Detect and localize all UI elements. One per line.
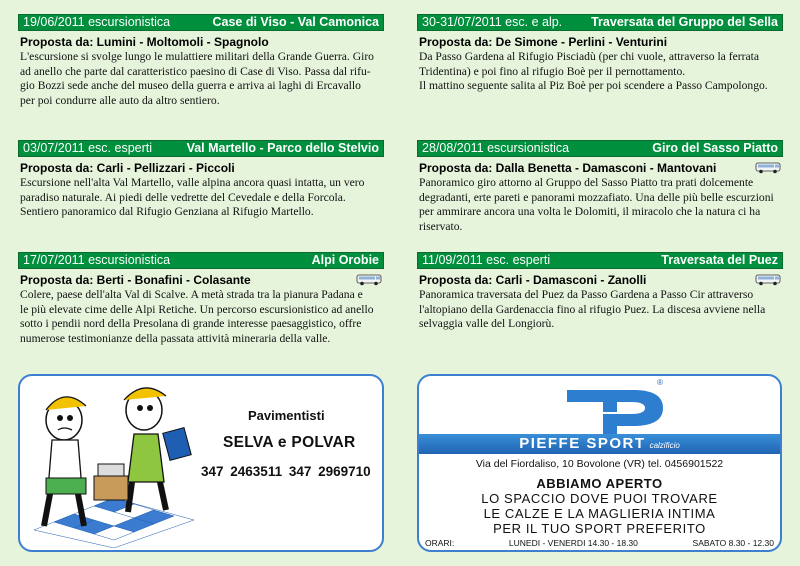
desc-line: ad anello che parte dal caratteristico paesino di Case di Viso. Passa dal rifu- (20, 64, 371, 78)
desc-line: l'altopiano della Gardenaccia fino al rifugio Puez. La discesa avviene nella (419, 302, 766, 316)
card-proposers-row (419, 160, 783, 176)
announcement-line: LE CALZE E LA MAGLIERIA INTIMA (483, 506, 716, 521)
bus-icon (755, 162, 781, 174)
desc-line: degradanti, erte pareti e panorami mozzafiato. Una delle più belle escurzioni (419, 190, 774, 204)
ad-tagline: Pavimentisti (248, 408, 325, 423)
card-proposers-row (419, 272, 783, 288)
desc-line: per ammirare ancora una volta le Dolomiti, il miracolo che la natura ci ha (419, 205, 761, 218)
bus-icon (755, 274, 781, 286)
desc-line: L'escursione si svolge lungo le mulattiere militari della Grande Guerra. Giro (20, 50, 374, 63)
excursion-card (417, 140, 783, 234)
brand-subtitle: calzificio (649, 441, 680, 450)
card-date: 17/07/2011 escursionistica (23, 253, 171, 267)
desc-line: gio Bozzi sede anche del museo della guerra e arriva ai laghi di Ercavallo (20, 79, 361, 92)
desc-line: paradiso naturale. Ai piedi delle vedrette del Cevedale e della Forcola. (20, 190, 346, 204)
hours-saturday: SABATO 8.30 - 12.30 (692, 538, 774, 548)
card-place: Traversata del Gruppo del Sella (591, 15, 778, 29)
ad-company-name: SELVA e POLVAR (223, 434, 356, 451)
desc-line: Tridentina) e poi fino al rifugio Boè per il pernottamento. (419, 64, 686, 78)
card-date: 03/07/2011 esc. esperti (23, 141, 153, 155)
brand-band (419, 434, 780, 454)
card-proposers: Proposta da: De Simone - Perlini - Venturini (419, 35, 668, 49)
shop-address: Via del Fiordaliso, 10 Bovolone (VR) tel. 0456901522 (475, 458, 724, 470)
registered-mark: ® (657, 378, 663, 387)
card-proposers-row (419, 34, 783, 50)
desc-line: Panoramica traversata del Puez da Passo Gardena a Passo Cir attraverso (419, 288, 754, 301)
desc-line: selvaggia valle del Longiorù. (419, 317, 555, 330)
desc-line: Escursione nell'alta Val Martello, valle alpina ancora quasi intatta, un vero (20, 176, 365, 189)
card-header (18, 140, 384, 157)
card-description (419, 50, 783, 94)
card-proposers-row (20, 34, 384, 50)
card-proposers: Proposta da: Berti - Bonafini - Colasante (20, 273, 251, 287)
brand-name: PIEFFE SPORT (519, 435, 646, 452)
desc-line: le più elevate cime delle Alpi Retiche. Un percorso escursionistico ad anello (20, 302, 374, 316)
card-date: 28/08/2011 escursionistica (422, 141, 570, 155)
card-place: Val Martello - Parco dello Stelvio (186, 141, 379, 155)
card-place: Traversata del Puez (661, 253, 778, 267)
announcement-title: ABBIAMO APERTO (536, 476, 663, 491)
card-date: 19/06/2011 escursionistica (23, 15, 171, 29)
announcement-line: LO SPACCIO DOVE PUOI TROVARE (481, 491, 718, 506)
card-header (18, 252, 384, 269)
card-proposers: Proposta da: Dalla Benetta - Damasconi - Mantovani (419, 161, 717, 175)
card-header (417, 14, 783, 31)
card-header (417, 140, 783, 157)
card-description (419, 288, 783, 332)
excursion-card (18, 14, 384, 108)
card-header (18, 14, 384, 31)
card-place: Case di Viso - Val Camonica (212, 15, 379, 29)
desc-line: riservato. (419, 219, 463, 233)
card-place: Giro del Sasso Piatto (652, 141, 778, 155)
ad-flooring (18, 374, 384, 552)
hours-label: ORARI: (425, 538, 455, 548)
card-proposers: Proposta da: Lumini - Moltomoli - Spagnolo (20, 35, 269, 49)
pieffe-logo-icon (559, 380, 669, 436)
workers-cartoon-icon (24, 380, 196, 548)
card-date: 11/09/2011 esc. esperti (422, 253, 551, 267)
card-description (20, 176, 384, 220)
card-header (417, 252, 783, 269)
card-description (20, 50, 384, 108)
bus-icon (356, 274, 382, 286)
card-place: Alpi Orobie (311, 253, 379, 267)
ad-phone-numbers: 347 2463511 347 2969710 (201, 464, 371, 479)
desc-line: per poi condurre alle auto da altro sentiero. (20, 93, 220, 107)
excursion-card (417, 14, 783, 94)
desc-line: Sentiero panoramico dal Rifugio Genziana al Rifugio Martello. (20, 205, 314, 218)
desc-line: sotto i pendii nord della Presolana di grande interesse paesaggistico, offre (20, 317, 362, 330)
excursion-card (417, 252, 783, 332)
card-proposers: Proposta da: Carli - Damasconi - Zanolli (419, 273, 647, 287)
announcement-line: PER IL TUO SPORT PREFERITO (493, 521, 706, 536)
desc-line: Il mattino seguente salita al Piz Boè per poi scendere a Passo Campolongo. (419, 79, 768, 92)
excursion-card (18, 252, 384, 346)
card-description (20, 288, 384, 346)
ad-pieffe-sport (417, 374, 782, 552)
desc-line: Panoramico giro attorno al Gruppo del Sasso Piatto tra prati dolcemente (419, 176, 754, 189)
hours-weekday: LUNEDI - VENERDI 14.30 - 18.30 (508, 538, 638, 548)
card-proposers-row (20, 160, 384, 176)
desc-line: Colere, paese dell'alta Val di Scalve. A metà strada tra la pianura Padana e (20, 288, 363, 301)
card-date: 30-31/07/2011 esc. e alp. (422, 15, 563, 29)
card-proposers: Proposta da: Carli - Pellizzari - Piccoli (20, 161, 235, 175)
desc-line: Da Passo Gardena al Rifugio Pisciadù (per chi vuole, attraverso la ferrata (419, 50, 759, 63)
card-description (419, 176, 783, 234)
desc-line: numerose testimonianze della passata attività mineraria della valle. (20, 331, 331, 345)
card-proposers-row (20, 272, 384, 288)
excursion-card (18, 140, 384, 220)
opening-hours (425, 538, 774, 548)
